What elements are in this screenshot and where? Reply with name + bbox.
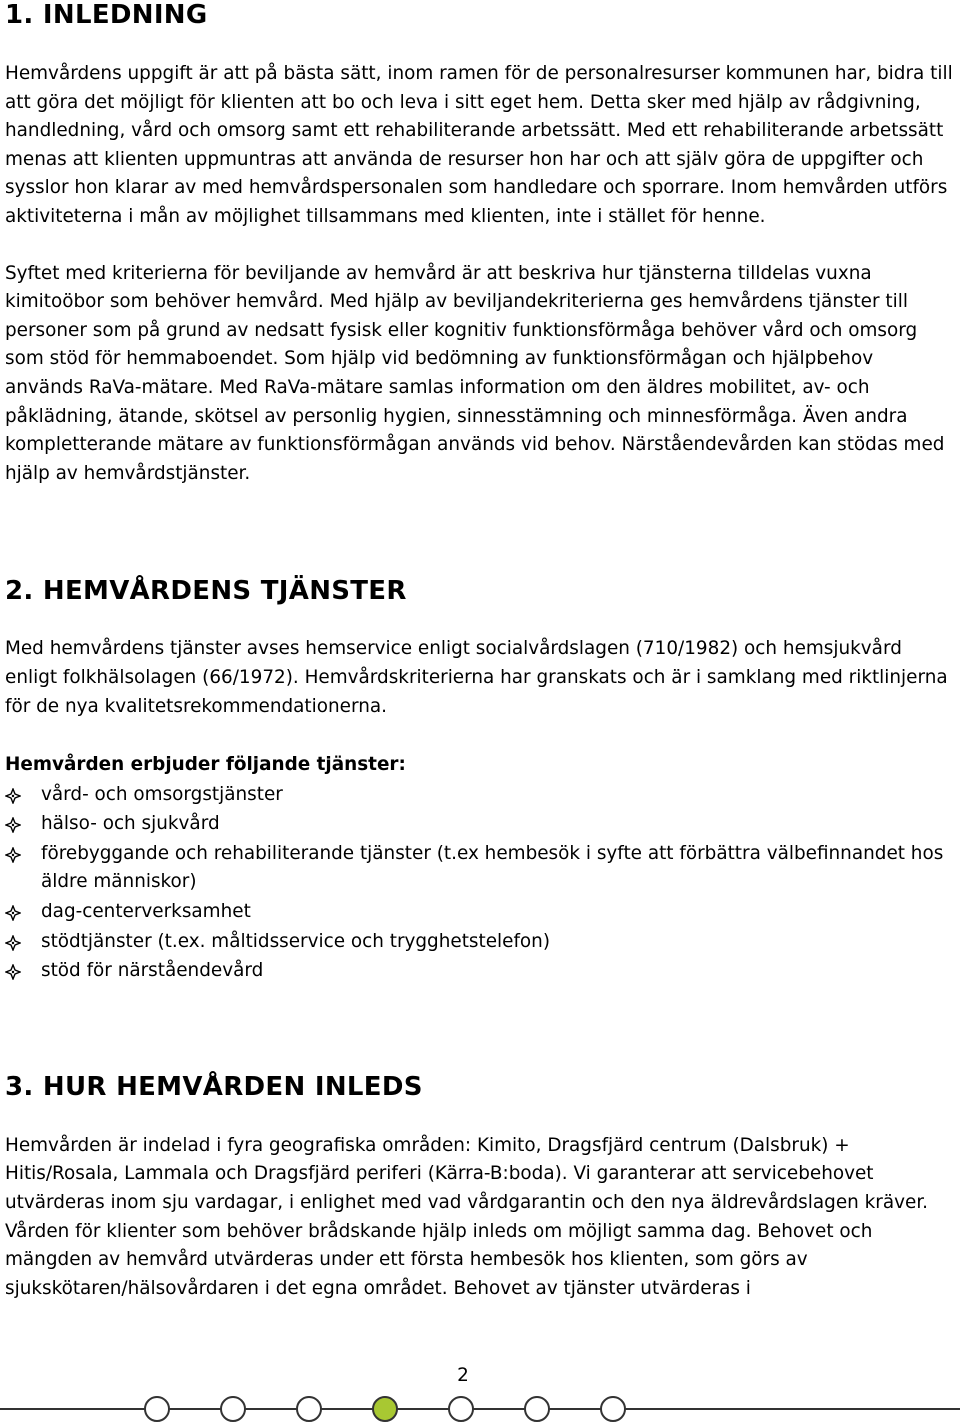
- progress-step: [221, 1397, 245, 1421]
- progress-step: [449, 1397, 473, 1421]
- page-progress-track: [0, 1393, 960, 1423]
- services-list-heading: Hemvården erbjuder följande tjänster:: [5, 754, 406, 776]
- diamond-bullet-icon: [5, 788, 21, 804]
- section-3-paragraph: Hemvården är indelad i fyra geografiska områden: Kimito, Dragsfjärd centrum (Dalsbruk) + Hitis/Rosala, Lammala och Dragsfjärd periferi (Kärra-B:boda). Vi garanterar att servicebehovet utvärderas inom sju vardagar, i enlighet med vad vårdgarantin och den nya äldrevårdslagen kräver. Vården för klienter som behöver brådskande hjälp inleds om möjligt samma dag. Behovet och mängden av hemvård utvärderas under ett första hembesök hos klienten, som görs av sjukskötaren/hälsovårdaren i det egna området. Behovet av tjänster utvärderas i: [5, 1134, 929, 1299]
- progress-step: [601, 1397, 625, 1421]
- services-list: [5, 781, 955, 986]
- list-item: [5, 957, 955, 986]
- diamond-bullet-icon: [5, 964, 21, 980]
- list-item: [5, 928, 955, 957]
- document-page: [5, 0, 955, 1303]
- progress-step: [297, 1397, 321, 1421]
- list-item: [5, 898, 955, 927]
- diamond-bullet-icon: [5, 847, 21, 863]
- section-1-heading: 1. INLEDNING: [5, 0, 208, 30]
- list-item: [5, 810, 955, 839]
- progress-step: [525, 1397, 549, 1421]
- page-number: 2: [457, 1365, 469, 1386]
- progress-step: [145, 1397, 169, 1421]
- section-1-paragraph-1: Hemvårdens uppgift är att på bästa sätt, inom ramen för de personalresurser kommunen har, bidra till att göra det möjligt för klienten att bo och leva i sitt eget hem. Detta sker med hjälp av rådgivning, handledning, vård och omsorg samt ett rehabiliterande arbetssätt. Med ett rehabiliterande arbetssätt menas att klienten uppmuntras att använda de resurser hon har och att själv göra de uppgifter och sysslor hon klarar av med hemvårdspersonalen som handledare och sporrare. Inom hemvården utförs aktiviteterna i mån av möjlighet tillsammans med klienten, inte i stället för henne.: [5, 63, 953, 227]
- diamond-bullet-icon: [5, 905, 21, 921]
- section-2-heading: 2. HEMVÅRDENS TJÄNSTER: [5, 576, 407, 607]
- list-item-text: förebyggande och rehabiliterande tjänster (t.ex hembesök i syfte att förbättra välbefinnandet hos äldre människor): [41, 842, 944, 893]
- section-2-paragraph: Med hemvårdens tjänster avses hemservice enligt socialvårdslagen (710/1982) och hemsjukvård enligt folkhälsolagen (66/1972). Hemvårdskriterierna har granskats och är i samklang med riktlinjerna för de nya kvalitetsrekommendationerna.: [5, 638, 948, 717]
- diamond-bullet-icon: [5, 817, 21, 833]
- list-item-text: dag-centerverksamhet: [41, 901, 251, 923]
- list-item-text: hälso- och sjukvård: [41, 813, 220, 835]
- list-item-text: stöd för närståendevård: [41, 960, 264, 982]
- list-item: [5, 840, 955, 897]
- section-1-paragraph-2: Syftet med kriterierna för beviljande av hemvård är att beskriva hur tjänsterna tilldelas vuxna kimitoöbor som behöver hemvård. Med hjälp av beviljandekriterierna ges hemvårdens tjänster till personer som på grund av nedsatt fysisk eller kognitiv funktionsförmåga behöver vård och omsorg som stöd för hemmaboendet. Som hjälp vid bedömning av funktionsförmågan och hjälpbehov används RaVa-mätare. Med RaVa-mätare samlas information om den äldres mobilitet, av- och påklädning, ätande, skötsel av personlig hygien, sinnesstämning och minnesförmåga. Även andra kompletterande mätare av funktionsförmågan används vid behov. Närståendevården kan stödas med hjälp av hemvårdstjänster.: [5, 262, 945, 484]
- list-item: [5, 781, 955, 810]
- list-item-text: stödtjänster (t.ex. måltidsservice och trygghetstelefon): [41, 930, 551, 952]
- diamond-bullet-icon: [5, 935, 21, 951]
- progress-step-current: [373, 1397, 397, 1421]
- list-item-text: vård- och omsorgstjänster: [41, 783, 283, 805]
- section-3-heading: 3. HUR HEMVÅRDEN INLEDS: [5, 1071, 423, 1102]
